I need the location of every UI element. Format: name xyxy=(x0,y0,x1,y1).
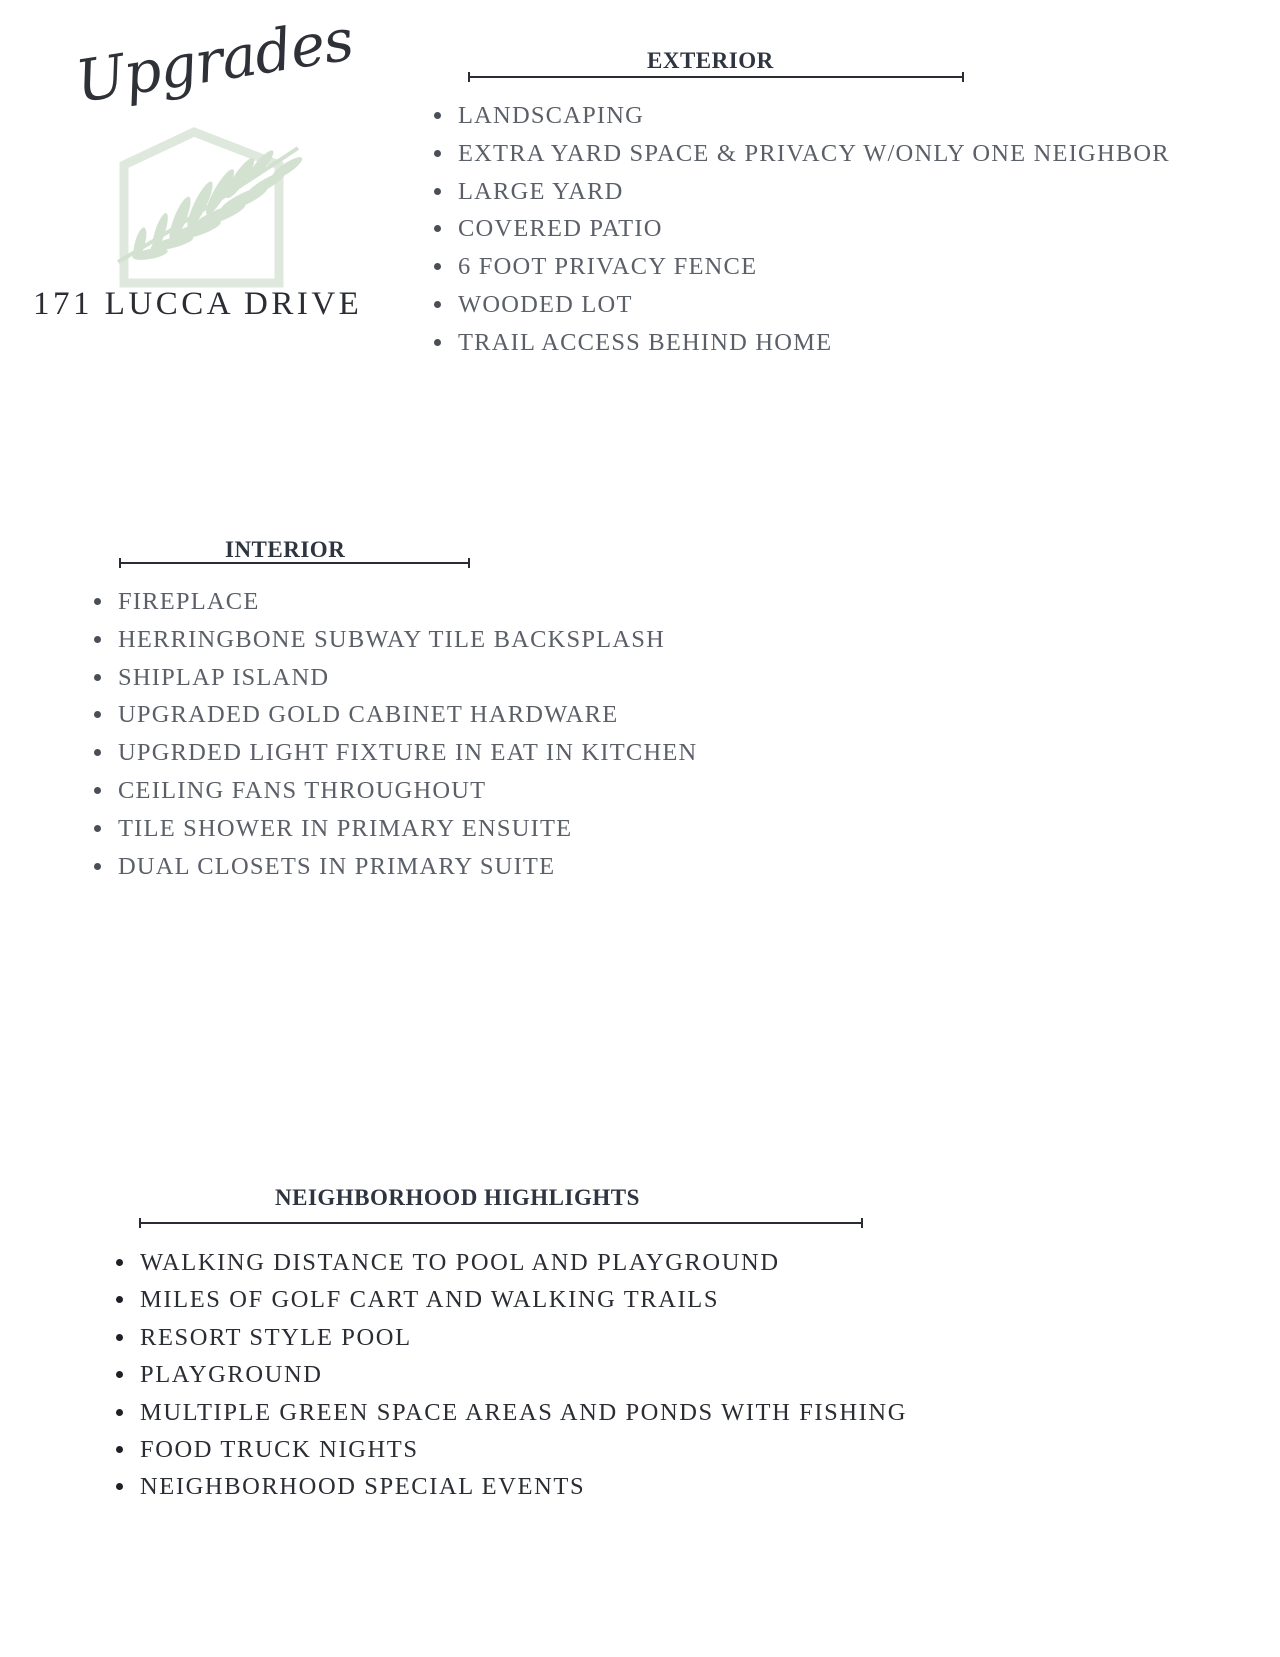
list-item: MILES OF GOLF CART AND WALKING TRAILS xyxy=(112,1281,907,1318)
neighborhood-list xyxy=(112,1244,907,1506)
list-item: CEILING FANS THROUGHOUT xyxy=(90,772,697,810)
list-item: UPGRADED GOLD CABINET HARDWARE xyxy=(90,696,697,734)
list-item: FOOD TRUCK NIGHTS xyxy=(112,1431,907,1468)
interior-title: INTERIOR xyxy=(225,537,346,562)
neighborhood-title: NEIGHBORHOOD HIGHLIGHTS xyxy=(275,1185,640,1210)
list-item: TRAIL ACCESS BEHIND HOME xyxy=(430,324,1170,362)
list-item: LARGE YARD xyxy=(430,173,1170,211)
list-item: RESORT STYLE POOL xyxy=(112,1319,907,1356)
exterior-rule xyxy=(468,76,964,78)
logo xyxy=(0,0,400,340)
list-item: LANDSCAPING xyxy=(430,97,1170,135)
list-item: UPGRDED LIGHT FIXTURE IN EAT IN KITCHEN xyxy=(90,734,697,772)
neighborhood-rule xyxy=(139,1222,863,1224)
list-item: PLAYGROUND xyxy=(112,1356,907,1393)
list-item: EXTRA YARD SPACE & PRIVACY W/ONLY ONE NEIGHBOR xyxy=(430,135,1170,173)
script-title: Upgrades xyxy=(71,5,358,116)
list-item: DUAL CLOSETS IN PRIMARY SUITE xyxy=(90,848,697,886)
interior-rule xyxy=(119,562,470,564)
list-item: FIREPLACE xyxy=(90,583,697,621)
list-item: 6 FOOT PRIVACY FENCE xyxy=(430,248,1170,286)
list-item: WOODED LOT xyxy=(430,286,1170,324)
exterior-list xyxy=(430,97,1170,362)
list-item: NEIGHBORHOOD SPECIAL EVENTS xyxy=(112,1468,907,1505)
list-item: WALKING DISTANCE TO POOL AND PLAYGROUND xyxy=(112,1244,907,1281)
list-item: COVERED PATIO xyxy=(430,210,1170,248)
exterior-title: EXTERIOR xyxy=(647,48,774,73)
list-item: TILE SHOWER IN PRIMARY ENSUITE xyxy=(90,810,697,848)
list-item: SHIPLAP ISLAND xyxy=(90,659,697,697)
list-item: MULTIPLE GREEN SPACE AREAS AND PONDS WITH FISHING xyxy=(112,1394,907,1431)
list-item: HERRINGBONE SUBWAY TILE BACKSPLASH xyxy=(90,621,697,659)
interior-list xyxy=(90,583,697,885)
address: 171 LUCCA DRIVE xyxy=(33,286,363,322)
